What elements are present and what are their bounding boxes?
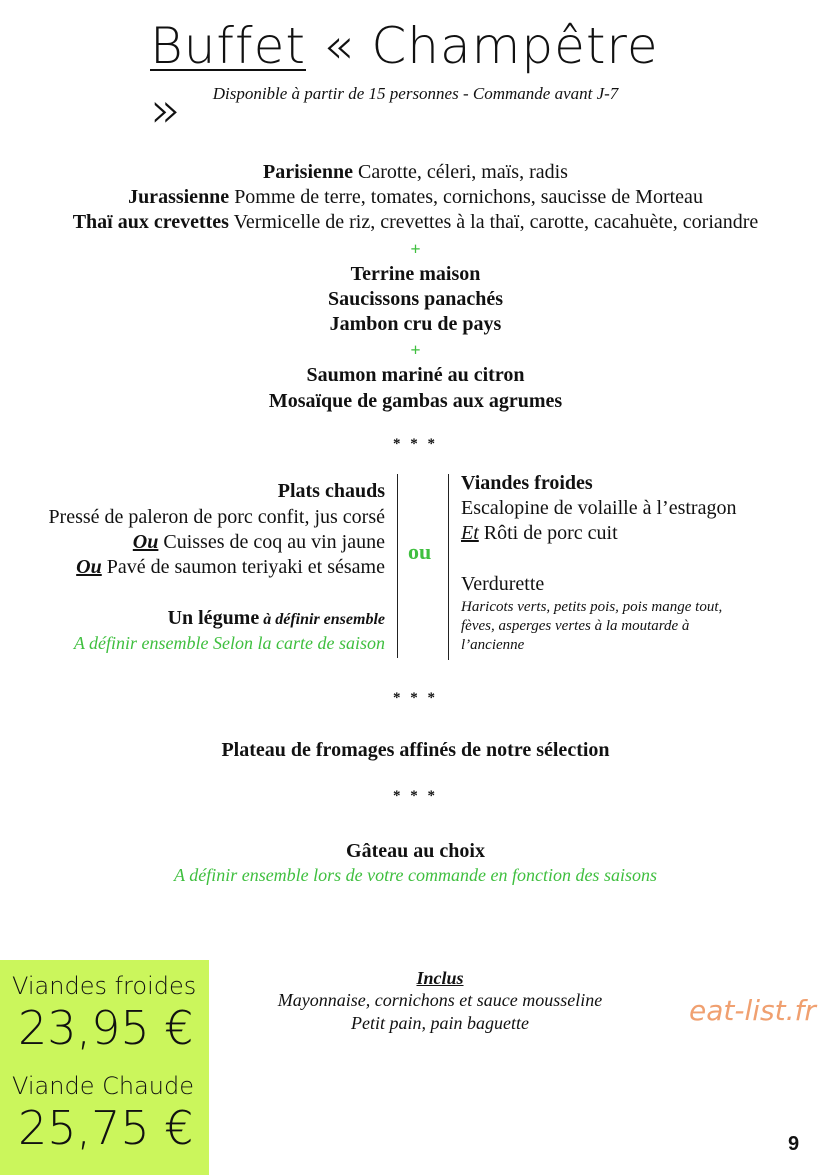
or-prefix: Ou (76, 556, 102, 578)
hot-price: 25,75 € (18, 1101, 194, 1155)
column-divider-left (397, 474, 398, 658)
side-heading: Verdurette (461, 573, 545, 595)
vegetable-line (0, 606, 385, 632)
salad-name: Jurassienne (128, 186, 230, 208)
charcuterie-item: Terrine maison (350, 263, 481, 285)
salad-name: Thaï aux crevettes (72, 211, 229, 233)
subtitle: Disponible à partir de 15 personnes - Commande avant J-7 (212, 84, 619, 103)
plus-sign: + (410, 340, 421, 360)
column-divider-right (448, 474, 449, 660)
included-line: Mayonnaise, cornichons et sauce mousseline (277, 990, 603, 1010)
salad-line (0, 185, 831, 210)
side-desc-line: fèves, asperges vertes à la moutarde à (461, 618, 690, 634)
side-desc (461, 598, 821, 655)
or-prefix: Ou (132, 531, 159, 553)
page-title (150, 14, 690, 142)
vegetable-label: Un légume (167, 607, 260, 629)
dessert-note: A définir ensemble lors de votre commande en fonction des saisons (174, 865, 657, 885)
hot-heading: Plats chauds (277, 480, 385, 502)
charcuterie-item: Saucissons panachés (327, 288, 504, 310)
cold-heading: Viandes froides (461, 472, 593, 494)
title-main: Buffet (150, 17, 306, 75)
cold-item-text: Rôti de porc cuit (478, 522, 618, 544)
plus-sign: + (410, 239, 421, 259)
price-box (0, 960, 209, 1175)
included-block (209, 967, 671, 1035)
cold-price: 23,95 € (18, 1001, 194, 1055)
cold-item: Escalopine de volaille à l’estragon (461, 497, 737, 519)
dessert-heading: Gâteau au choix (346, 840, 485, 862)
title-rest: « Champêtre » (150, 17, 659, 139)
hot-item-text: Pavé de saumon teriyaki et sésame (101, 556, 385, 578)
side-desc-line: Haricots verts, petits pois, pois mange tout, (461, 599, 723, 615)
cold-item (461, 521, 821, 546)
cold-price-label: Viandes froides (12, 972, 197, 1000)
separator: * * * (393, 690, 438, 706)
salad-line (0, 160, 831, 185)
separator: * * * (393, 436, 438, 452)
hot-item (0, 555, 385, 580)
included-heading: Inclus (416, 968, 464, 988)
hot-item: Pressé de paleron de porc confit, jus corsé (48, 506, 385, 528)
salad-desc: Pomme de terre, tomates, cornichons, saucisse de Morteau (229, 186, 703, 208)
and-prefix: Et (461, 522, 479, 544)
hot-item (0, 530, 385, 555)
salad-name: Parisienne (263, 161, 354, 183)
fish-item: Mosaïque de gambas aux agrumes (268, 390, 563, 412)
charcuterie-item: Jambon cru de pays (329, 313, 502, 335)
separator: * * * (393, 788, 438, 804)
hot-price-label: Viande Chaude (12, 1072, 194, 1100)
cheese-item: Plateau de fromages affinés de notre sélection (221, 739, 610, 761)
vegetable-note: à définir ensemble (259, 611, 385, 628)
included-line: Petit pain, pain baguette (351, 1013, 529, 1033)
salad-desc: Vermicelle de riz, crevettes à la thaï, carotte, cacahuète, coriandre (228, 211, 759, 233)
fish-item: Saumon mariné au citron (306, 364, 525, 386)
salad-line (0, 210, 831, 235)
salad-desc: Carotte, céleri, maïs, radis (353, 161, 568, 183)
watermark: eat-list.fr (689, 994, 816, 1027)
or-label: ou (408, 539, 432, 564)
vegetable-detail: A définir ensemble Selon la carte de saison (73, 633, 385, 653)
side-desc-line: l’ancienne (461, 637, 525, 653)
page-number: 9 (788, 1133, 800, 1155)
hot-item-text: Cuisses de coq au vin jaune (158, 531, 385, 553)
